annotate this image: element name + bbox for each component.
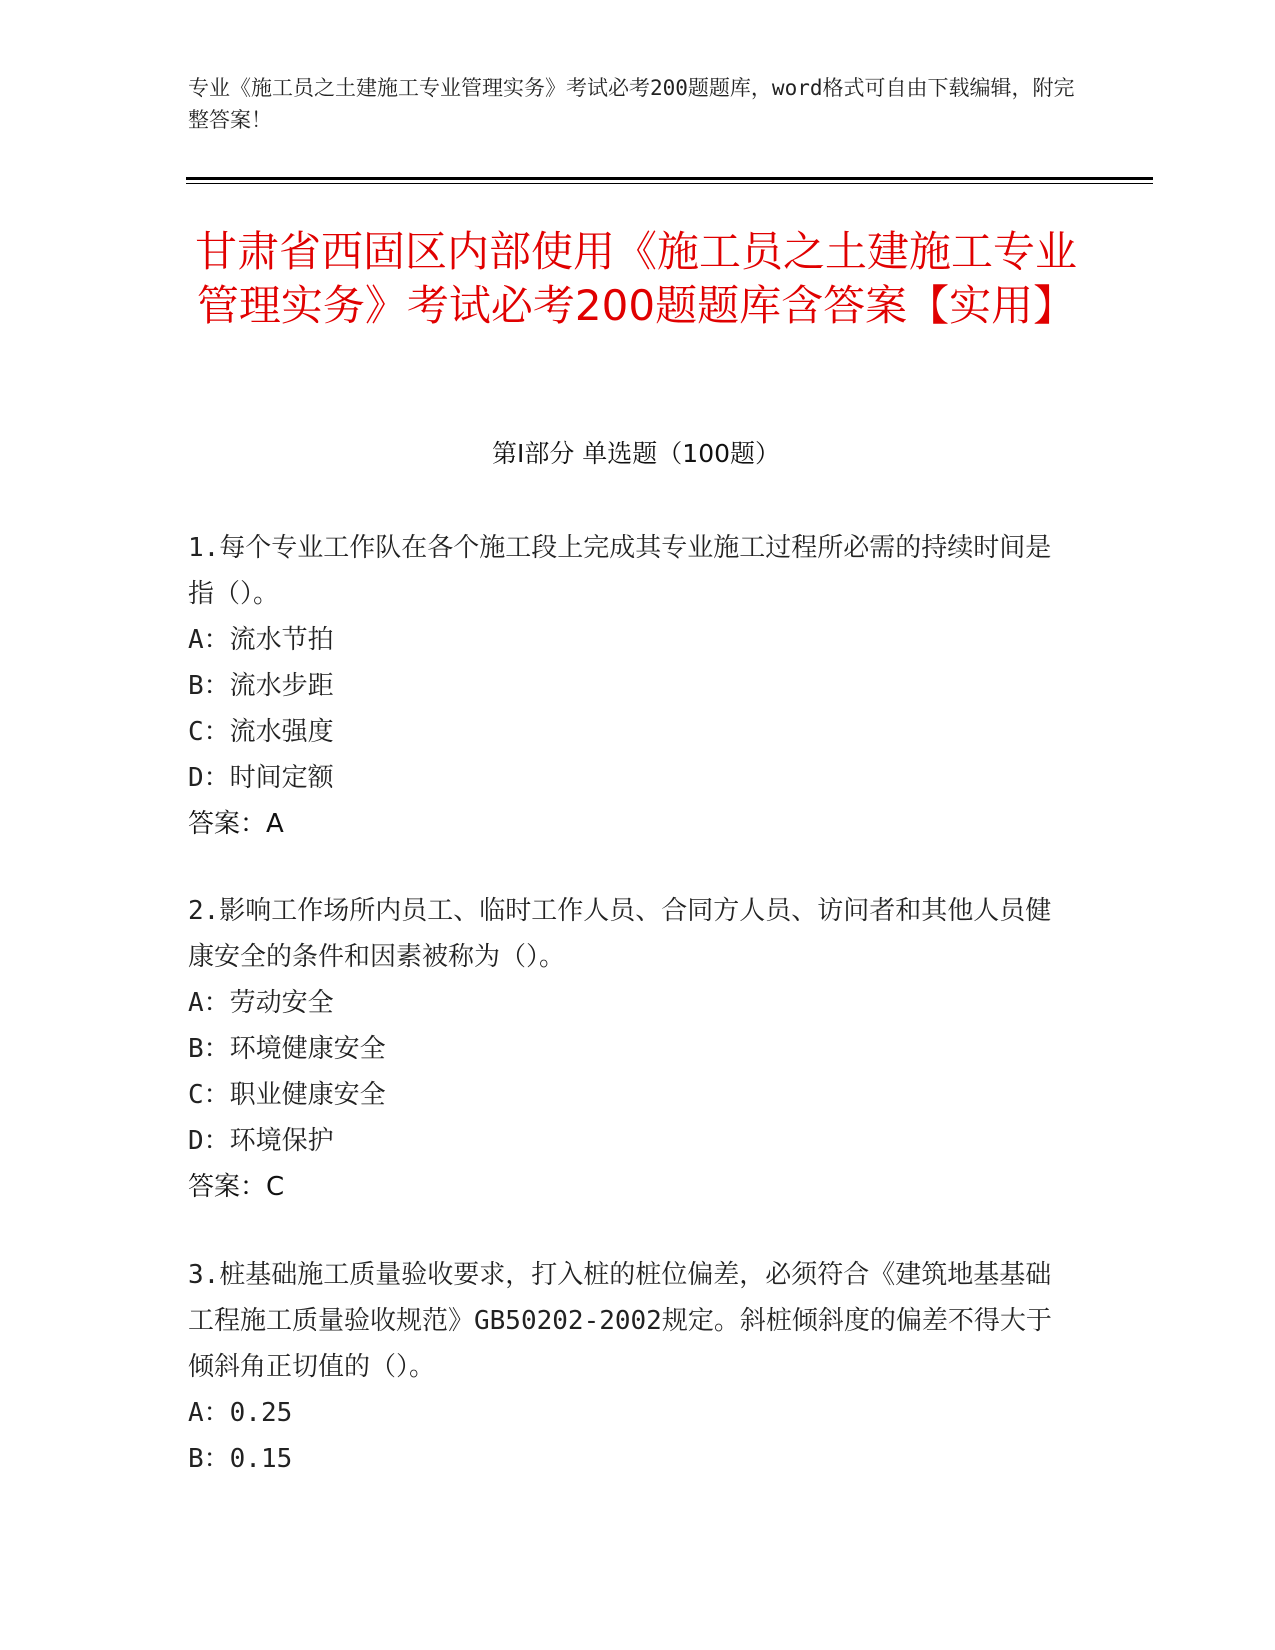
- option-c: C：流水强度: [188, 717, 334, 747]
- question-2: [188, 888, 1068, 1210]
- section-title: 第Ⅰ部分 单选题（100题）: [491, 439, 781, 468]
- question-1: [188, 525, 1068, 847]
- header-divider-thin: [186, 183, 1153, 184]
- question-3: [188, 1252, 1068, 1482]
- option-a: A：流水节拍: [188, 625, 334, 655]
- option-b: B：流水步距: [188, 671, 334, 701]
- answer: 答案：A: [188, 809, 284, 839]
- question-stem: 3.桩基础施工质量验收要求，打入桩的桩位偏差，必须符合《建筑地基基础工程施工质量验收规范》GB50202-2002规定。斜桩倾斜度的偏差不得大于倾斜角正切值的（）。: [188, 1260, 1052, 1382]
- option-b: B：环境健康安全: [188, 1034, 386, 1064]
- question-stem: 2.影响工作场所内员工、临时工作人员、合同方人员、访问者和其他人员健康安全的条件和因素被称为（）。: [188, 896, 1052, 972]
- option-d: D：环境保护: [188, 1126, 334, 1156]
- answer: 答案：C: [188, 1172, 285, 1202]
- option-a: A：劳动安全: [188, 988, 334, 1018]
- option-a: A：0.25: [188, 1398, 293, 1428]
- header-note: 专业《施工员之土建施工专业管理实务》考试必考200题题库，word格式可自由下载编辑，附完整答案！: [188, 76, 1075, 132]
- question-stem: 1.每个专业工作队在各个施工段上完成其专业施工过程所必需的持续时间是指（）。: [188, 533, 1052, 609]
- option-d: D：时间定额: [188, 763, 334, 793]
- header-divider-thick: [186, 177, 1153, 180]
- option-b: B：0.15: [188, 1444, 293, 1474]
- document-title: 甘肃省西固区内部使用《施工员之土建施工专业管理实务》考试必考200题题库含答案【实用】: [194, 227, 1077, 330]
- option-c: C：职业健康安全: [188, 1080, 386, 1110]
